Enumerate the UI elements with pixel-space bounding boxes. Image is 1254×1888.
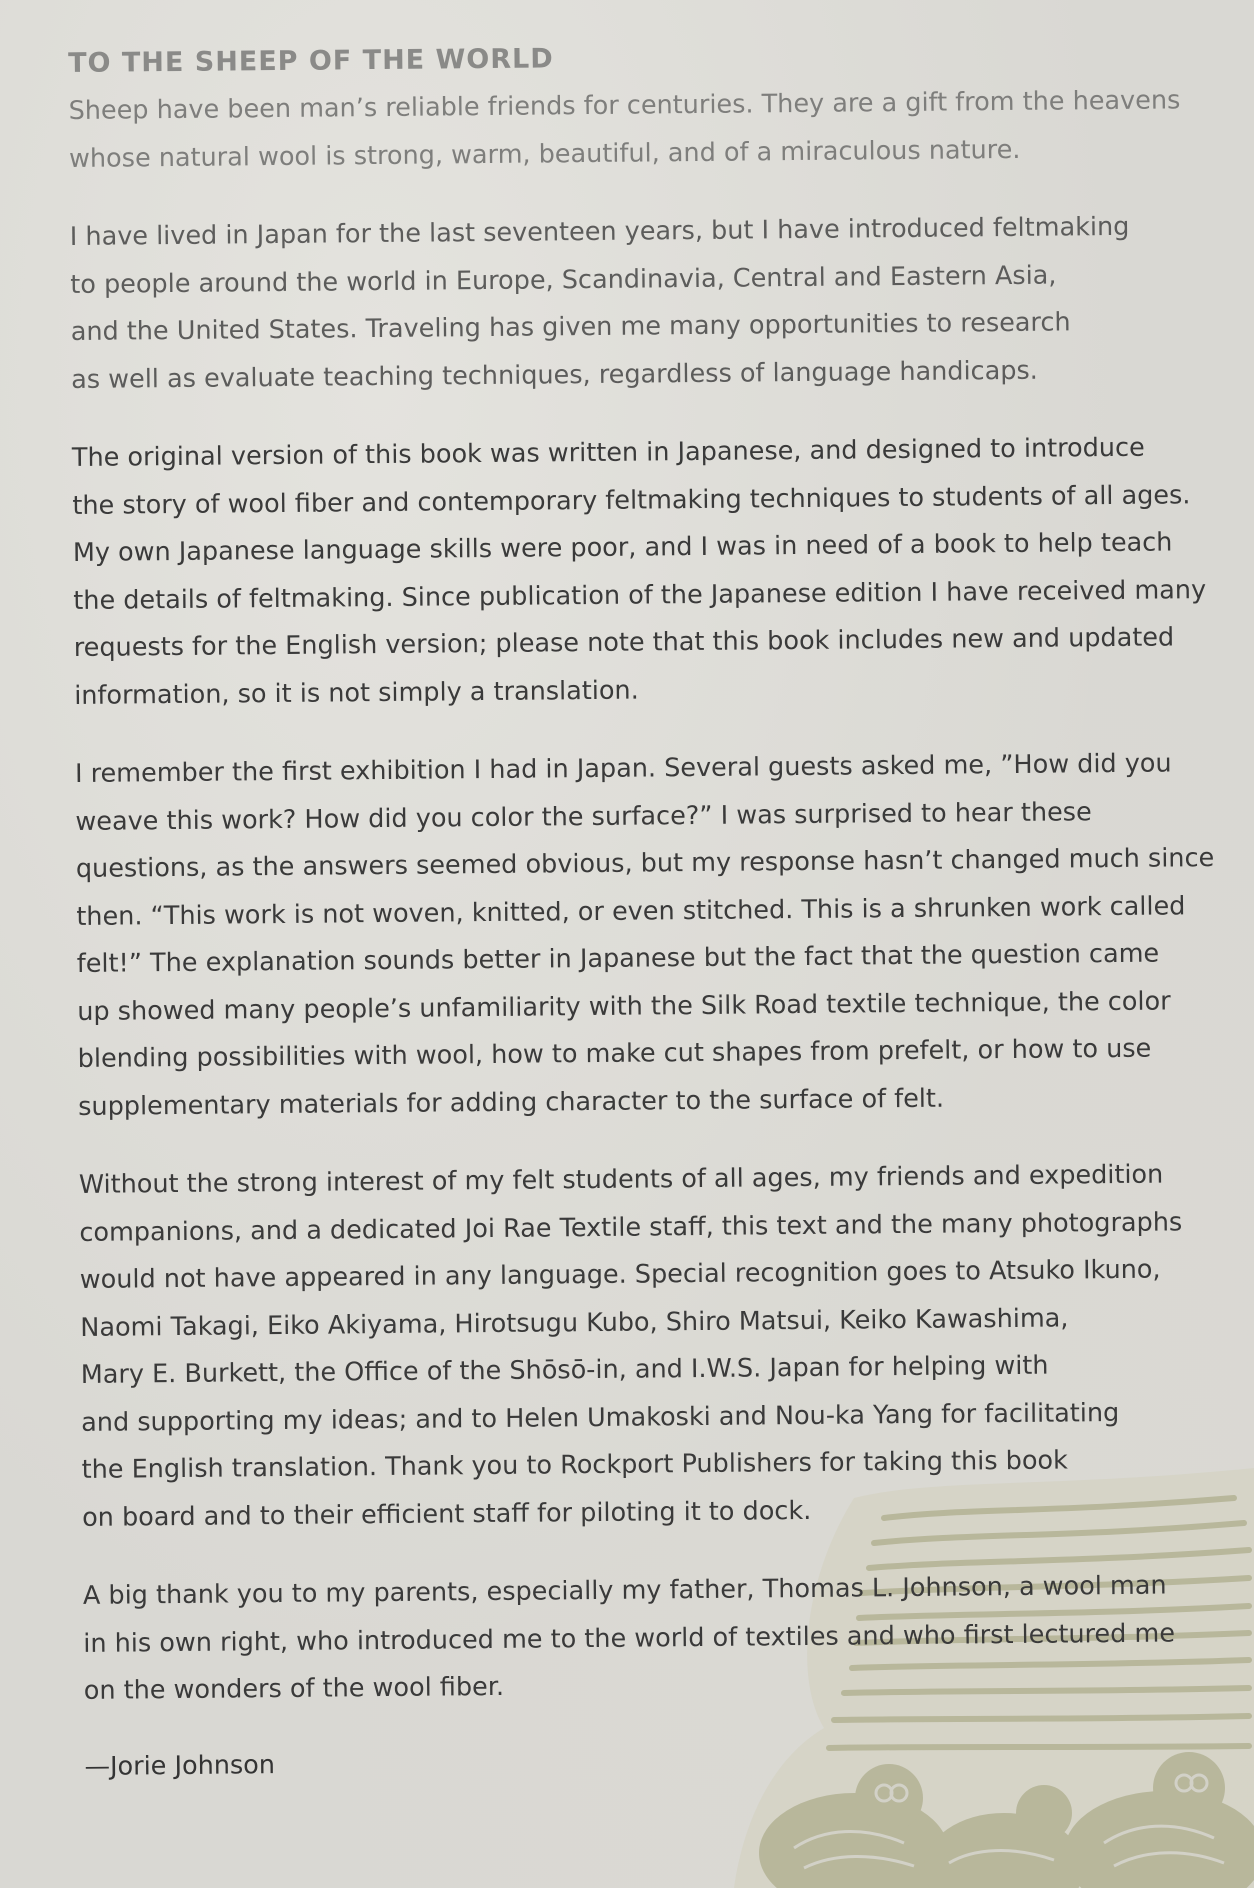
text-line: in his own right, who introduced me to the world of textiles and who first lectured me <box>83 1617 1176 1659</box>
text-line: the story of wool fiber and contemporary feltmaking techniques to students of all ages. <box>72 479 1191 521</box>
text-line: felt!” The explanation sounds better in Japanese but the fact that the question came <box>76 938 1160 979</box>
text-line: Naomi Takagi, Eiko Akiyama, Hirotsugu Kubo, Shiro Matsui, Keiko Kawashima, <box>80 1302 1069 1343</box>
text-line: information, so it is not simply a translation. <box>74 675 639 711</box>
text-line: Mary E. Burkett, the Office of the Shōsō-in, and I.W.S. Japan for helping with <box>80 1350 1049 1390</box>
text-line: blending possibilities with wool, how to make cut shapes from prefelt, or how to use <box>77 1033 1152 1074</box>
text-line: I remember the first exhibition I had in Japan. Several guests asked me, ”How did you <box>74 748 1172 789</box>
text-line: the details of feltmaking. Since publication of the Japanese edition I have received many <box>73 574 1207 616</box>
text-line: on the wonders of the wool fiber. <box>83 1671 505 1706</box>
text-line: The original version of this book was written in Japanese, and designed to introduce <box>71 432 1145 473</box>
text-line: to people around the world in Europe, Scandinavia, Central and Eastern Asia, <box>70 260 1057 300</box>
author-signature: —Jorie Johnson <box>84 1749 276 1782</box>
text-line: would not have appeared in any language. Special recognition goes to Atsuko Ikuno, <box>79 1254 1161 1295</box>
text-line: weave this work? How did you color the surface?” I was surprised to hear these <box>75 796 1092 837</box>
text-line: A big thank you to my parents, especially my father, Thomas L. Johnson, a wool man <box>82 1570 1167 1611</box>
text-line: whose natural wool is strong, warm, beautiful, and of a miraculous nature. <box>68 134 1021 174</box>
text-column <box>68 35 1245 1787</box>
paragraph-4 <box>75 740 1239 1131</box>
text-line: My own Japanese language skills were poor, and I was in need of a book to help teach <box>72 527 1173 568</box>
text-line: on board and to their efficient staff for piloting it to dock. <box>81 1495 812 1533</box>
text-line: and supporting my ideas; and to Helen Umakoski and Nou-ka Yang for facilitating <box>81 1397 1120 1438</box>
text-line: supplementary materials for adding character to the surface of felt. <box>78 1083 945 1122</box>
paragraph-3 <box>72 424 1235 720</box>
paragraph-5 <box>79 1151 1243 1542</box>
text-line: Sheep have been man’s reliable friends for centuries. They are a gift from the heavens <box>68 85 1181 126</box>
text-line: questions, as the answers seemed obvious, but my response hasn’t changed much since <box>75 843 1215 884</box>
text-line: as well as evaluate teaching techniques, regardless of language handicaps. <box>71 355 1038 395</box>
text-line: companions, and a dedicated Joi Rae Textile staff, this text and the many photographs <box>79 1206 1183 1248</box>
text-line: and the United States. Traveling has given me many opportunities to research <box>70 307 1071 347</box>
paragraph-1 <box>68 77 1229 183</box>
paragraph-6 <box>83 1562 1244 1716</box>
paragraph-2 <box>70 203 1232 404</box>
text-line: requests for the English version; please note that this book includes new and updated <box>73 622 1175 663</box>
text-line: up showed many people’s unfamiliarity with the Silk Road textile technique, the color <box>77 985 1171 1027</box>
page-heading: TO THE SHEEP OF THE WORLD <box>68 43 554 79</box>
text-line: I have lived in Japan for the last seventeen years, but I have introduced feltmaking <box>69 211 1130 252</box>
text-line: the English translation. Thank you to Rockport Publishers for taking this book <box>81 1445 1068 1485</box>
text-line: Without the strong interest of my felt students of all ages, my friends and expedition <box>78 1159 1164 1200</box>
text-line: then. “This work is not woven, knitted, or even stitched. This is a shrunken work called <box>76 890 1186 932</box>
